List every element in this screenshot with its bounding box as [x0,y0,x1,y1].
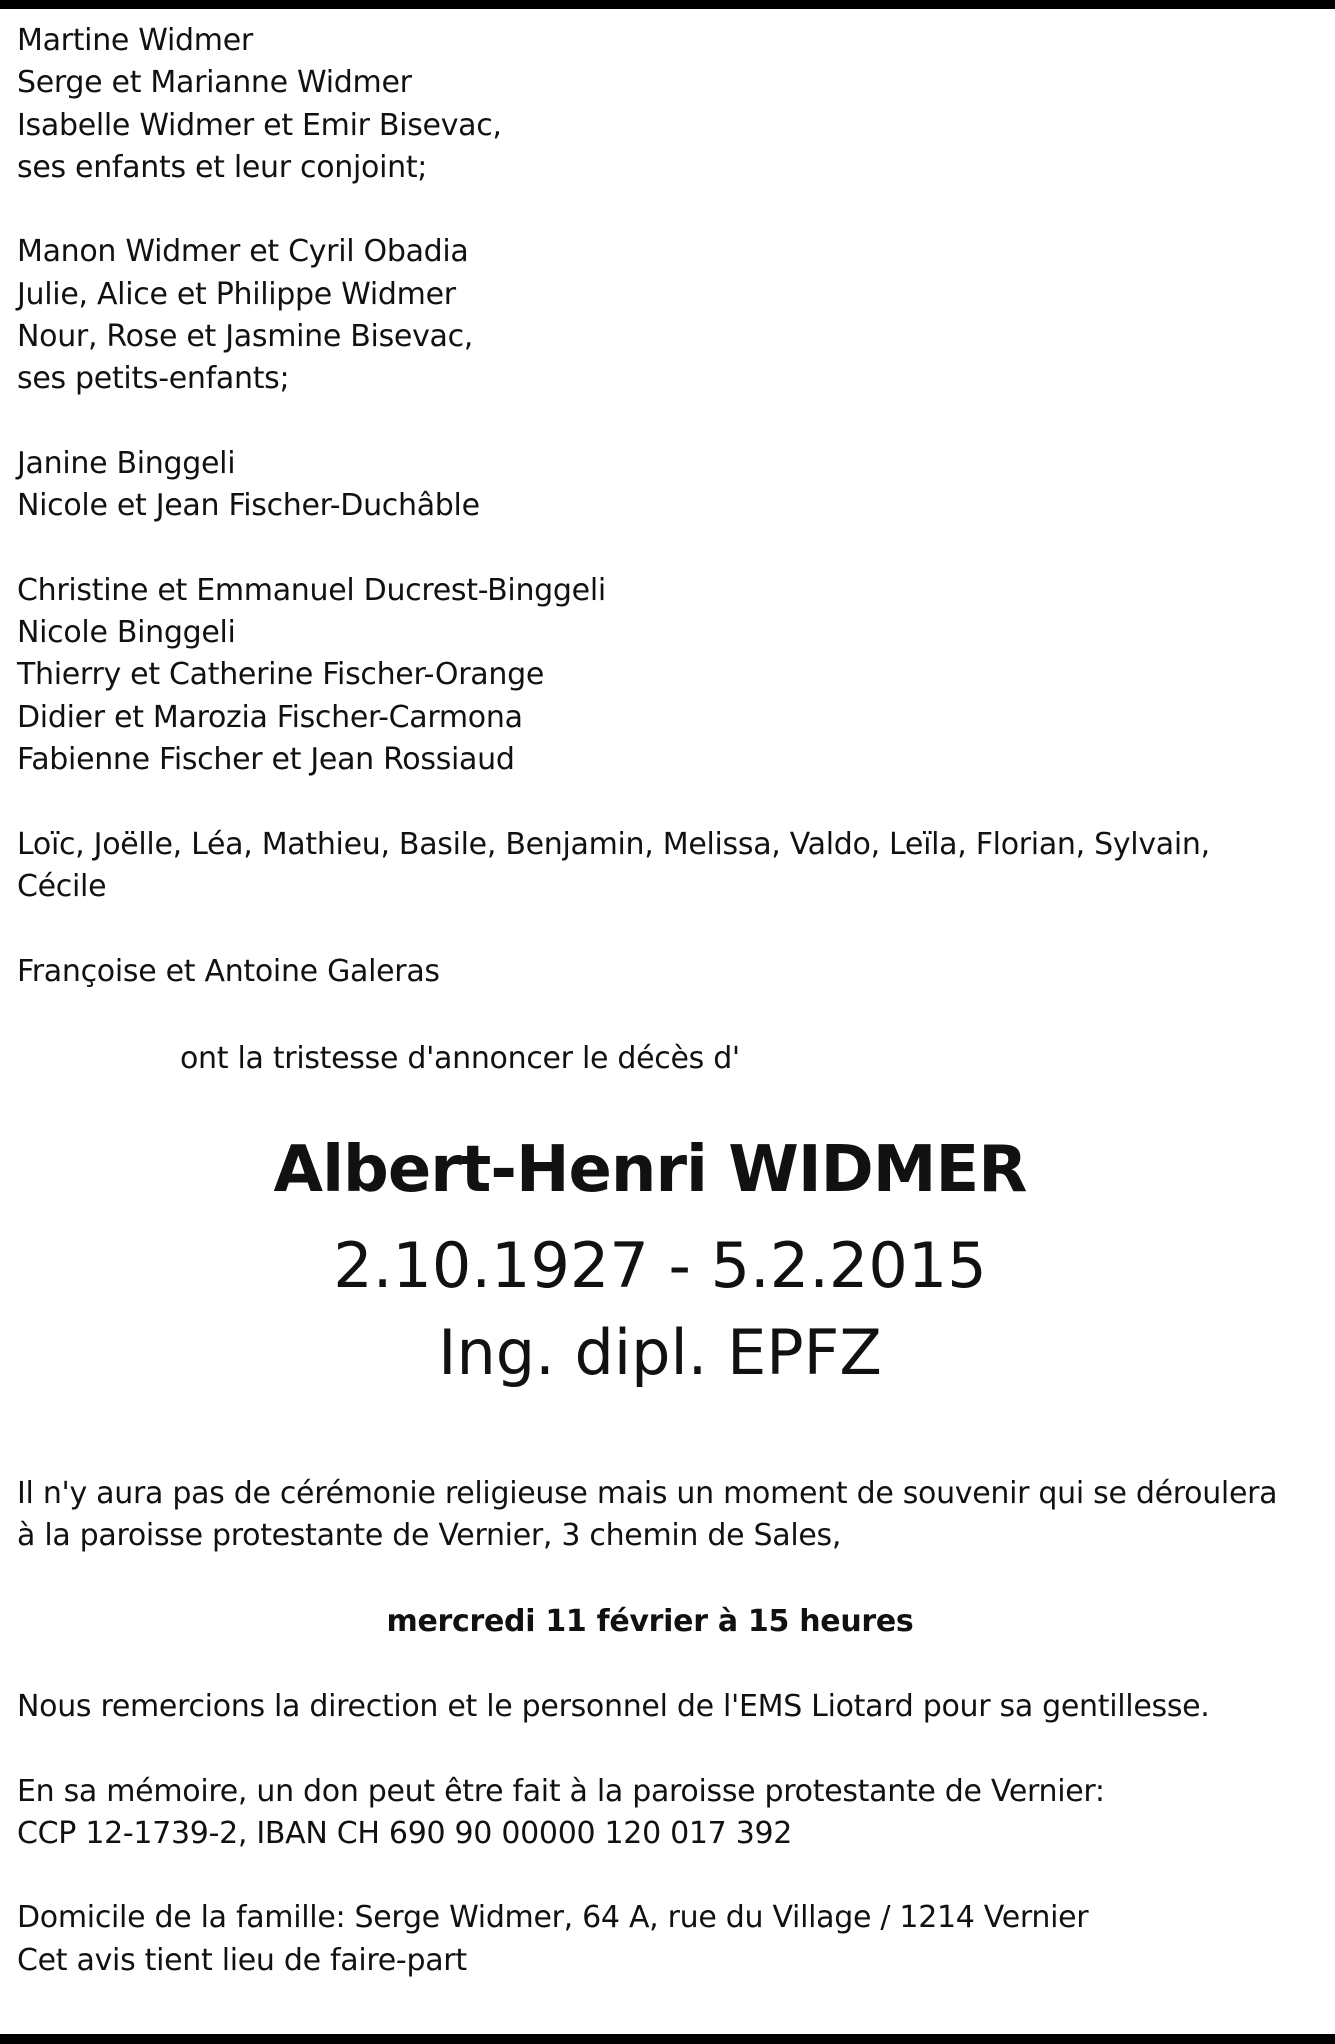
friends-block [17,951,1317,993]
mourner-line: Thierry et Catherine Fischer-Orange [17,657,544,693]
mourner-line: Fabienne Fischer et Jean Rossiaud [17,742,515,778]
ceremony-line: à la paroisse protestante de Vernier, 3 chemin de Sales, [17,1518,842,1554]
life-dates: 2.10.1927 - 5.2.2015 [333,1229,987,1302]
closing-info [17,1686,1210,1982]
mourners-list [17,20,1317,993]
mourner-line: Cécile [17,868,107,904]
mourner-line: Nour, Rose et Jasmine Bisevac, [17,319,474,355]
mourner-line: Didier et Marozia Fischer-Carmona [17,699,523,735]
ceremony-line: Il n'y aura pas de cérémonie religieuse mais un moment de souvenir qui se déroulera [17,1476,1278,1511]
notice-line: Cet avis tient lieu de faire-part [17,1942,467,1978]
mourner-line: Martine Widmer [17,23,253,58]
spacer [17,401,1317,443]
top-border-rule [0,0,1335,9]
announcement-intro: ont la tristesse d'annoncer le décès d' [180,1041,740,1076]
mourner-line: Julie, Alice et Philippe Widmer [17,276,456,312]
spacer [17,908,1317,950]
spacer [17,781,1317,823]
mourner-line: Serge et Marianne Widmer [17,65,412,101]
spacer [17,1855,1210,1897]
siblings-block [17,443,1317,528]
donation-account-line: CCP 12-1739-2, IBAN CH 690 90 00000 120 017 392 [17,1815,793,1851]
mourner-line: Janine Binggeli [17,445,236,481]
ceremony-info [17,1473,1277,1558]
relation-line: ses enfants et leur conjoint; [17,149,428,185]
mourner-line: Loïc, Joëlle, Léa, Mathieu, Basile, Benjamin, Melissa, Valdo, Leïla, Florian, Sylvain, [17,826,1210,862]
spacer [17,189,1317,231]
mourner-line: Françoise et Antoine Galeras [17,953,440,989]
mourner-line: Nicole et Jean Fischer-Duchâble [17,488,480,524]
donation-line: En sa mémoire, un don peut être fait à la paroisse protestante de Vernier: [17,1773,1105,1809]
mourner-line: Nicole Binggeli [17,615,236,651]
bottom-border-rule [0,2034,1335,2044]
thanks-line: Nous remercions la direction et le personnel de l'EMS Liotard pour sa gentillesse. [17,1689,1210,1724]
mourner-line: Isabelle Widmer et Emir Bisevac, [17,107,502,143]
nephews-nieces-block [17,570,1317,781]
children-block [17,20,1317,189]
great-nephews-block [17,824,1317,909]
spacer [17,528,1317,570]
relation-line: ses petits-enfants; [17,361,290,397]
deceased-name: Albert-Henri WIDMER [273,1133,1027,1207]
deceased-title: Ing. dipl. EPFZ [438,1316,882,1389]
spacer [17,1728,1210,1770]
grandchildren-block [17,231,1317,400]
mourner-line: Manon Widmer et Cyril Obadia [17,234,469,270]
domicile-line: Domicile de la famille: Serge Widmer, 64 A, rue du Village / 1214 Vernier [17,1900,1089,1936]
mourner-line: Christine et Emmanuel Ducrest-Binggeli [17,572,606,608]
ceremony-date: mercredi 11 février à 15 heures [386,1604,914,1639]
